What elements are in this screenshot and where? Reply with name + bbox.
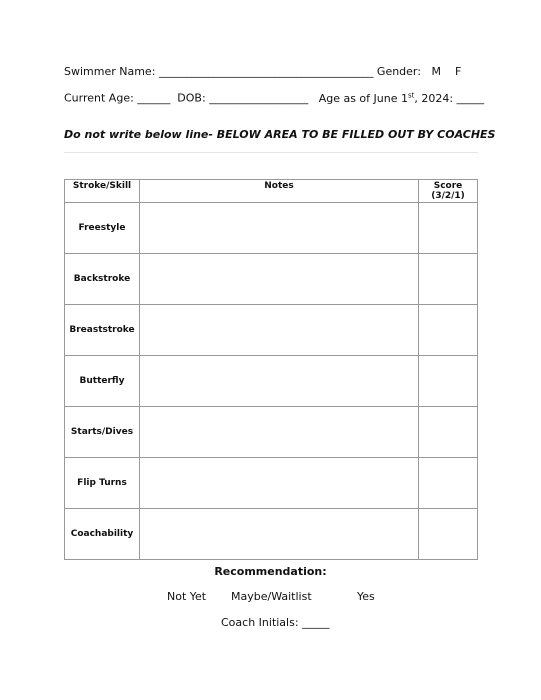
header-score: Score (3/2/1)	[419, 180, 478, 203]
table-row	[65, 356, 478, 407]
table-row	[65, 203, 478, 254]
gender-label: Gender:	[376, 65, 421, 78]
skill-flip-turns: Flip Turns	[65, 458, 140, 509]
score-cell[interactable]	[419, 407, 478, 458]
gender-m-option[interactable]: M	[431, 65, 441, 78]
table-row	[65, 509, 478, 560]
current-age-blank[interactable]: ______	[137, 91, 171, 105]
recommendation-title: Recommendation:	[214, 565, 327, 578]
score-cell[interactable]	[419, 203, 478, 254]
table-row	[65, 305, 478, 356]
age-as-of-label: Age as of June 1st, 2024:	[318, 91, 454, 105]
skill-starts-dives: Starts/Dives	[65, 407, 140, 458]
notes-cell[interactable]	[140, 509, 419, 560]
header-stroke-skill: Stroke/Skill	[65, 180, 140, 203]
skill-freestyle: Freestyle	[65, 203, 140, 254]
notes-cell[interactable]	[140, 305, 419, 356]
notes-cell[interactable]	[140, 458, 419, 509]
skill-breaststroke: Breaststroke	[65, 305, 140, 356]
score-cell[interactable]	[419, 254, 478, 305]
score-cell[interactable]	[419, 356, 478, 407]
current-age-label: Current Age:	[64, 91, 134, 105]
age-info-line	[64, 91, 484, 105]
dob-label: DOB:	[177, 91, 206, 105]
age-as-of-blank[interactable]: _____	[456, 91, 485, 105]
table-row	[65, 407, 478, 458]
option-maybe-waitlist[interactable]: Maybe/Waitlist	[231, 590, 312, 603]
score-cell[interactable]	[419, 509, 478, 560]
coach-initials-label: Coach Initials:	[221, 616, 299, 629]
swimmer-info-line	[64, 65, 461, 78]
option-not-yet[interactable]: Not Yet	[167, 590, 207, 603]
notes-cell[interactable]	[140, 407, 419, 458]
table-row	[65, 458, 478, 509]
coaches-only-warning: Do not write below line- BELOW AREA TO BE FILLED OUT BY COACHES	[64, 128, 496, 141]
skill-coachability: Coachability	[65, 509, 140, 560]
option-yes[interactable]: Yes	[357, 590, 375, 603]
coach-initials-blank[interactable]: _____	[302, 616, 330, 629]
notes-cell[interactable]	[140, 203, 419, 254]
swimmer-name-blank[interactable]: _______________________________________	[158, 65, 374, 78]
coach-initials-line	[221, 616, 330, 629]
divider-line	[64, 152, 478, 153]
score-cell[interactable]	[419, 305, 478, 356]
table-header-row	[65, 180, 478, 203]
skill-butterfly: Butterfly	[65, 356, 140, 407]
notes-cell[interactable]	[140, 356, 419, 407]
notes-cell[interactable]	[140, 254, 419, 305]
dob-blank[interactable]: __________________	[209, 91, 309, 105]
header-notes: Notes	[140, 180, 419, 203]
score-cell[interactable]	[419, 458, 478, 509]
skill-backstroke: Backstroke	[65, 254, 140, 305]
table-row	[65, 254, 478, 305]
swimmer-name-label: Swimmer Name:	[64, 65, 156, 78]
evaluation-table	[64, 179, 478, 560]
gender-f-option[interactable]: F	[454, 65, 462, 78]
